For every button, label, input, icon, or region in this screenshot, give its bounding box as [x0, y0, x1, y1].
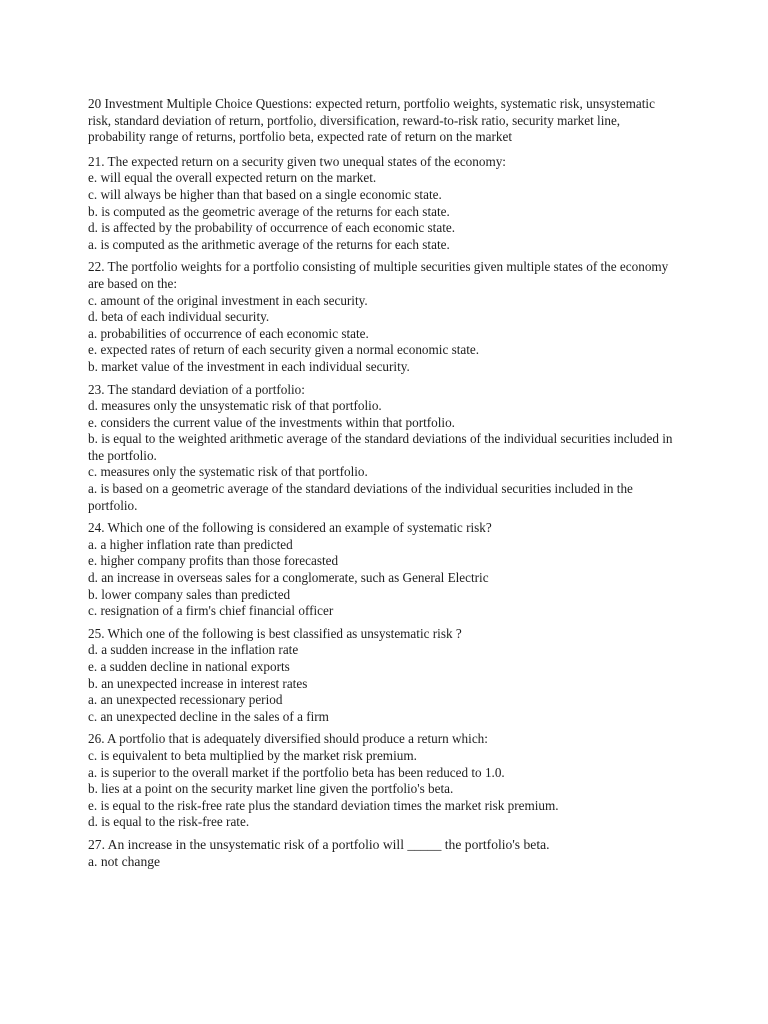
answer-option: a. probabilities of occurrence of each economic state.: [88, 325, 369, 341]
question-text: 21. The expected return on a security given two unequal states of the economy:: [88, 153, 506, 169]
answer-option: d. a sudden increase in the inflation rate: [88, 642, 299, 658]
answer-option: e. a sudden decline in national exports: [88, 659, 290, 674]
answer-option: e. considers the current value of the investments within that portfolio.: [88, 414, 455, 430]
question-22: [88, 259, 678, 375]
answer-option: e. higher company profits than those forecasted: [88, 553, 339, 569]
answer-option: a. not change: [88, 853, 161, 869]
answer-option: b. is computed as the geometric average of the returns for each state.: [88, 203, 450, 219]
question-21: [88, 154, 678, 254]
question-text: 23. The standard deviation of a portfolio:: [88, 381, 305, 397]
answer-option: b. is equal to the weighted arithmetic average of the standard deviations of the individual securities included in the portfolio.: [88, 431, 673, 463]
answer-option: a. is superior to the overall market if the portfolio beta has been reduced to 1.0.: [88, 764, 505, 780]
question-24: [88, 520, 678, 620]
question-text: 22. The portfolio weights for a portfolio consisting of multiple securities given multiple states of the economy are based on the:: [88, 259, 669, 291]
answer-option: e. expected rates of return of each security given a normal economic state.: [88, 342, 480, 358]
answer-option: a. is computed as the arithmetic average of the returns for each state.: [88, 236, 450, 252]
answer-option: b. an unexpected increase in interest rates: [88, 675, 308, 691]
answer-option: a. a higher inflation rate than predicted: [88, 536, 293, 552]
answer-option: d. beta of each individual security.: [88, 309, 270, 325]
answer-option: a. an unexpected recessionary period: [88, 692, 283, 708]
question-25: [88, 626, 678, 726]
question-27: [88, 837, 678, 870]
answer-option: c. an unexpected decline in the sales of a firm: [88, 708, 329, 724]
question-text: 27. An increase in the unsystematic risk of a portfolio will _____ the portfolio's beta.: [88, 836, 550, 852]
answer-option: c. will always be higher than that based on a single economic state.: [88, 186, 442, 202]
answer-option: e. will equal the overall expected return on the market.: [88, 170, 377, 186]
question-26: [88, 731, 678, 831]
document-content: [88, 96, 678, 876]
answer-option: c. measures only the systematic risk of that portfolio.: [88, 464, 368, 480]
answer-option: a. is based on a geometric average of the standard deviations of the individual securities included in the portfolio.: [88, 481, 633, 513]
answer-option: b. market value of the investment in each individual security.: [88, 358, 410, 374]
question-text: 25. Which one of the following is best classified as unsystematic risk ?: [88, 625, 462, 641]
answer-option: d. an increase in overseas sales for a conglomerate, such as General Electric: [88, 570, 489, 586]
answer-option: c. amount of the original investment in each security.: [88, 292, 368, 308]
document-heading: 20 Investment Multiple Choice Questions: expected return, portfolio weights, systematic risk, unsystematic risk, standard deviation of return, portfolio, diversification, reward-to-risk ratio, security market line, probability range of returns, portfolio beta, expected rate of return on the market: [88, 96, 655, 145]
answer-option: b. lower company sales than predicted: [88, 586, 291, 602]
answer-option: c. is equivalent to beta multiplied by the market risk premium.: [88, 747, 417, 763]
question-text: 26. A portfolio that is adequately diversified should produce a return which:: [88, 731, 488, 747]
question-23: [88, 382, 678, 515]
answer-option: b. lies at a point on the security market line given the portfolio's beta.: [88, 781, 454, 797]
answer-option: d. is equal to the risk-free rate.: [88, 814, 250, 830]
answer-option: c. resignation of a firm's chief financial officer: [88, 603, 334, 619]
answer-option: e. is equal to the risk-free rate plus the standard deviation times the market risk premium.: [88, 797, 559, 813]
question-text: 24. Which one of the following is considered an example of systematic risk?: [88, 520, 492, 536]
answer-option: d. measures only the unsystematic risk of that portfolio.: [88, 398, 382, 414]
answer-option: d. is affected by the probability of occurrence of each economic state.: [88, 220, 456, 236]
